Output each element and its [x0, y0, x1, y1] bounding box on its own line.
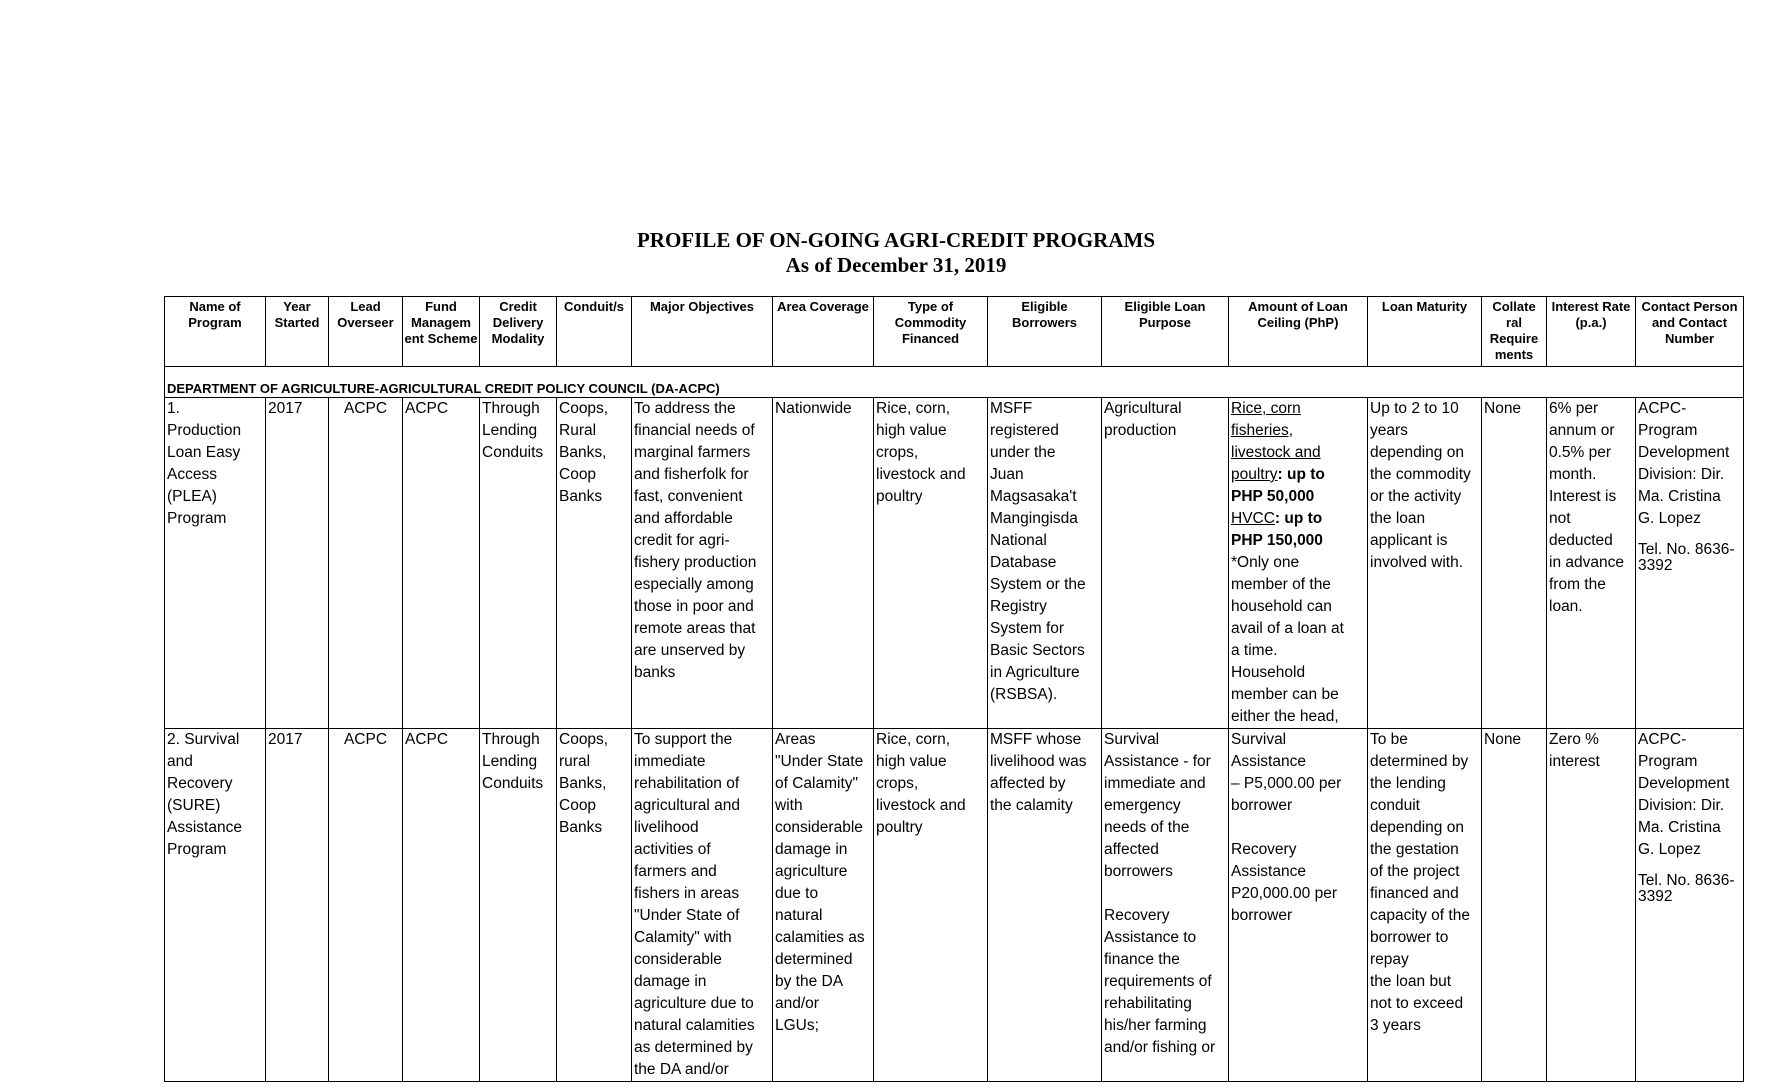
- year-started: 2017: [266, 398, 329, 729]
- amount-value: PHP 50,000: [1231, 488, 1315, 505]
- loan-purpose: Survival Assistance - for immediate and emergency needs of the affected borrowers Recovery Assistance to finance the requirements of rehabilitating his/her farming and/or fishing or: [1102, 729, 1229, 1082]
- section-row: [165, 367, 1744, 398]
- contact-person: [1636, 398, 1744, 729]
- amount-note: *Only one member of the household can avail of a loan at a time. Household member can be either the head,: [1231, 554, 1344, 725]
- document-subtitle: As of December 31, 2019: [785, 253, 1007, 277]
- col-header-area: Area Coverage: [773, 297, 874, 367]
- col-header-overseer: Lead Overseer: [329, 297, 403, 367]
- amount-line: [1231, 464, 1365, 486]
- amount-line: livestock and: [1231, 444, 1321, 461]
- conduits: Coops, rural Banks, Coop Banks: [557, 729, 632, 1082]
- amount-label-bold: : up to: [1274, 510, 1323, 527]
- commodity-financed: Rice, corn, high value crops, livestock and poultry: [874, 729, 988, 1082]
- col-header-fund: Fund Managem ent Scheme: [403, 297, 480, 367]
- amount-value: PHP 150,000: [1231, 532, 1323, 549]
- amount-label: poultry: [1231, 466, 1278, 483]
- col-header-contact: Contact Person and Contact Number: [1636, 297, 1744, 367]
- col-header-conduits: Conduit/s: [557, 297, 632, 367]
- col-header-name: Name of Program: [165, 297, 266, 367]
- col-header-amount: Amount of Loan Ceiling (PhP): [1229, 297, 1368, 367]
- table-row: [165, 398, 1744, 729]
- program-name: 2. Survival and Recovery (SURE) Assistance Program: [165, 729, 266, 1082]
- contact-tel: Tel. No. 8636- 3392: [1638, 541, 1735, 574]
- section-label: DEPARTMENT OF AGRICULTURE-AGRICULTURAL CREDIT POLICY COUNCIL (DA-ACPC): [165, 367, 1744, 398]
- header-row: [165, 297, 1744, 367]
- fund-scheme: ACPC: [403, 398, 480, 729]
- loan-ceiling: Survival Assistance – P5,000.00 per borrower Recovery Assistance P20,000.00 per borrower: [1229, 729, 1368, 1082]
- commodity-financed: Rice, corn, high value crops, livestock and poultry: [874, 398, 988, 729]
- year-started: 2017: [266, 729, 329, 1082]
- col-header-interest: Interest Rate (p.a.): [1547, 297, 1636, 367]
- interest-rate: Zero % interest: [1547, 729, 1636, 1082]
- contact-name: ACPC- Program Development Division: Dir. Ma. Cristina G. Lopez: [1638, 731, 1730, 858]
- program-name: 1. Production Loan Easy Access (PLEA) Program: [165, 398, 266, 729]
- col-header-purpose: Eligible Loan Purpose: [1102, 297, 1229, 367]
- lead-overseer: ACPC: [329, 729, 403, 1082]
- col-header-objectives: Major Objectives: [632, 297, 773, 367]
- collateral: None: [1482, 729, 1547, 1082]
- contact-person: [1636, 729, 1744, 1082]
- col-header-year: Year Started: [266, 297, 329, 367]
- amount-line: fisheries,: [1231, 422, 1294, 439]
- loan-maturity: To be determined by the lending conduit depending on the gestation of the project financed and capacity of the borrower to repay the loan but not to exceed 3 years: [1368, 729, 1482, 1082]
- lead-overseer: ACPC: [329, 398, 403, 729]
- area-coverage: Nationwide: [773, 398, 874, 729]
- table-row: [165, 729, 1744, 1082]
- loan-maturity: Up to 2 to 10 years depending on the commodity or the activity the loan applicant is involved with.: [1368, 398, 1482, 729]
- eligible-borrowers: MSFF whose livelihood was affected by the calamity: [988, 729, 1102, 1082]
- eligible-borrowers: MSFF registered under the Juan Magsasaka't Mangingisda National Database System or the Registry System for Basic Sectors in Agriculture (RSBSA).: [988, 398, 1102, 729]
- loan-purpose: Agricultural production: [1102, 398, 1229, 729]
- contact-tel: Tel. No. 8636- 3392: [1638, 872, 1735, 905]
- amount-label-bold: : up to: [1277, 466, 1325, 483]
- col-header-modality: Credit Delivery Modality: [480, 297, 557, 367]
- area-coverage: Areas "Under State of Calamity" with considerable damage in agriculture due to natural calamities as determined by the DA and/or LGUs;: [773, 729, 874, 1082]
- programs-table: [164, 296, 1744, 1082]
- amount-line: Rice, corn: [1231, 400, 1301, 417]
- col-header-commodity: Type of Commodity Financed: [874, 297, 988, 367]
- amount-label: HVCC: [1231, 510, 1275, 527]
- loan-ceiling: [1229, 398, 1368, 729]
- delivery-modality: Through Lending Conduits: [480, 398, 557, 729]
- col-header-collateral: Collate ral Require ments: [1482, 297, 1547, 367]
- fund-scheme: ACPC: [403, 729, 480, 1082]
- collateral: None: [1482, 398, 1547, 729]
- col-header-maturity: Loan Maturity: [1368, 297, 1482, 367]
- amount-line: [1231, 508, 1365, 530]
- conduits: Coops, Rural Banks, Coop Banks: [557, 398, 632, 729]
- delivery-modality: Through Lending Conduits: [480, 729, 557, 1082]
- contact-name: ACPC- Program Development Division: Dir. Ma. Cristina G. Lopez: [1638, 400, 1730, 527]
- major-objectives: To support the immediate rehabilitation of agricultural and livelihood activities of farmers and fishers in areas "Under State of Calamity" with considerable damage in agriculture due to natural calamities as determined by the DA and/or: [632, 729, 773, 1082]
- major-objectives: To address the financial needs of marginal farmers and fisherfolk for fast, convenient and affordable credit for agri- fishery production especially among those in poor and remote areas that are unserved by banks: [632, 398, 773, 729]
- document-title: PROFILE OF ON-GOING AGRI-CREDIT PROGRAMS: [636, 228, 1156, 252]
- interest-rate: 6% per annum or 0.5% per month. Interest is not deducted in advance from the loan.: [1547, 398, 1636, 729]
- col-header-borrowers: Eligible Borrowers: [988, 297, 1102, 367]
